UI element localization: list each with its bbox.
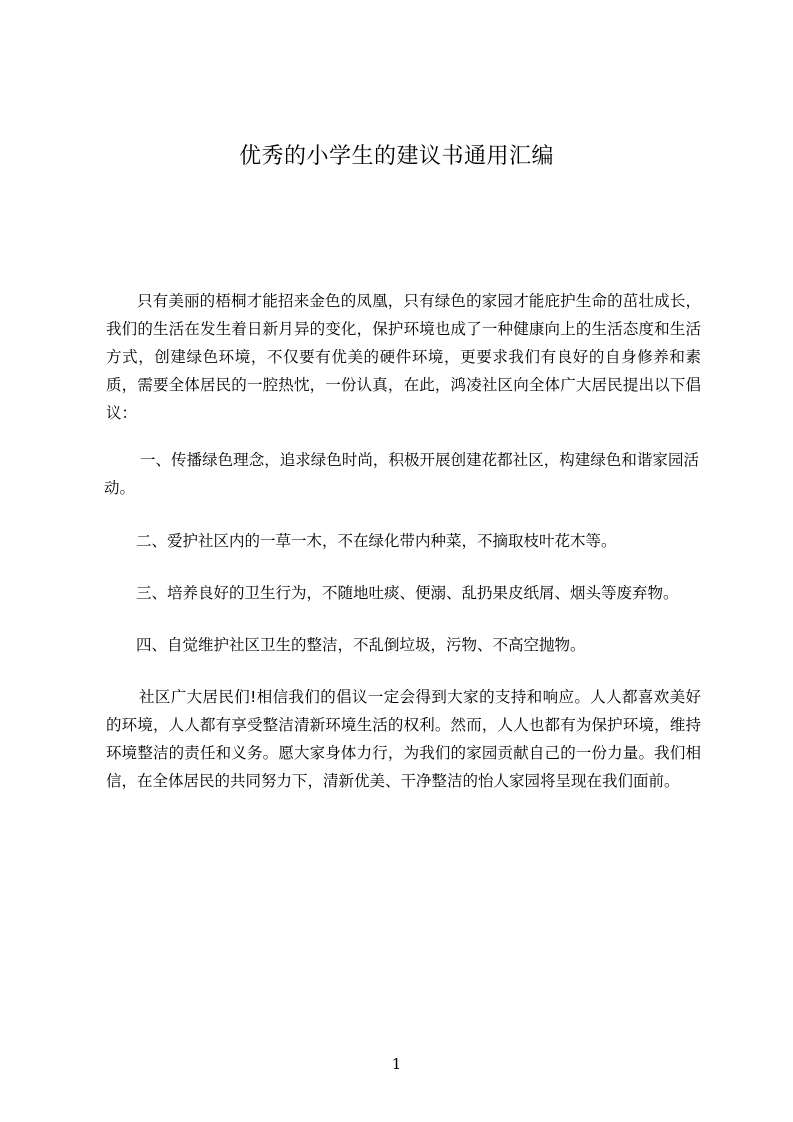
proposal-item-1: 一、传播绿色理念，追求绿色时尚，积极开展创建花都社区，构建绿色和谐家园活动。 xyxy=(104,451,699,497)
proposal-item-2: 二、爱护社区内的一草一木，不在绿化带内种菜，不摘取枝叶花木等。 xyxy=(136,532,617,550)
proposal-item-4: 四、自觉维护社区卫生的整洁，不乱倒垃圾，污物、不高空抛物。 xyxy=(136,636,586,654)
closing-paragraph: 社区广大居民们!相信我们的倡议一定会得到大家的支持和响应。人人都喜欢美好的环境，人人都有享受整洁清新环境生活的权利。然而，人人也都有为保护环境，维持环境整洁的责任和义务。愿大家身体力行，为我们的家园贡献自己的一份力量。我们相信，在全体居民的共同努力下，清新优美、干净整洁的怡人家园将呈现在我们面前。 xyxy=(106,688,701,790)
intro-paragraph: 只有美丽的梧桐才能招来金色的凤凰，只有绿色的家园才能庇护生命的茁壮成长，我们的生活在发生着日新月异的变化，保护环境也成了一种健康向上的生活态度和生活方式，创建绿色环境，不仅要有优美的硬件环境，更要求我们有良好的自身修养和素质，需要全体居民的一腔热忱，一份认真，在此，鸿凌社区向全体广大居民提出以下倡议： xyxy=(106,292,701,422)
document-title: 优秀的小学生的建议书通用汇编 xyxy=(238,144,554,169)
page-number: 1 xyxy=(391,1055,402,1073)
proposal-item-3: 三、培养良好的卫生行为，不随地吐痰、便溺、乱扔果皮纸屑、烟头等废弃物。 xyxy=(136,584,679,602)
